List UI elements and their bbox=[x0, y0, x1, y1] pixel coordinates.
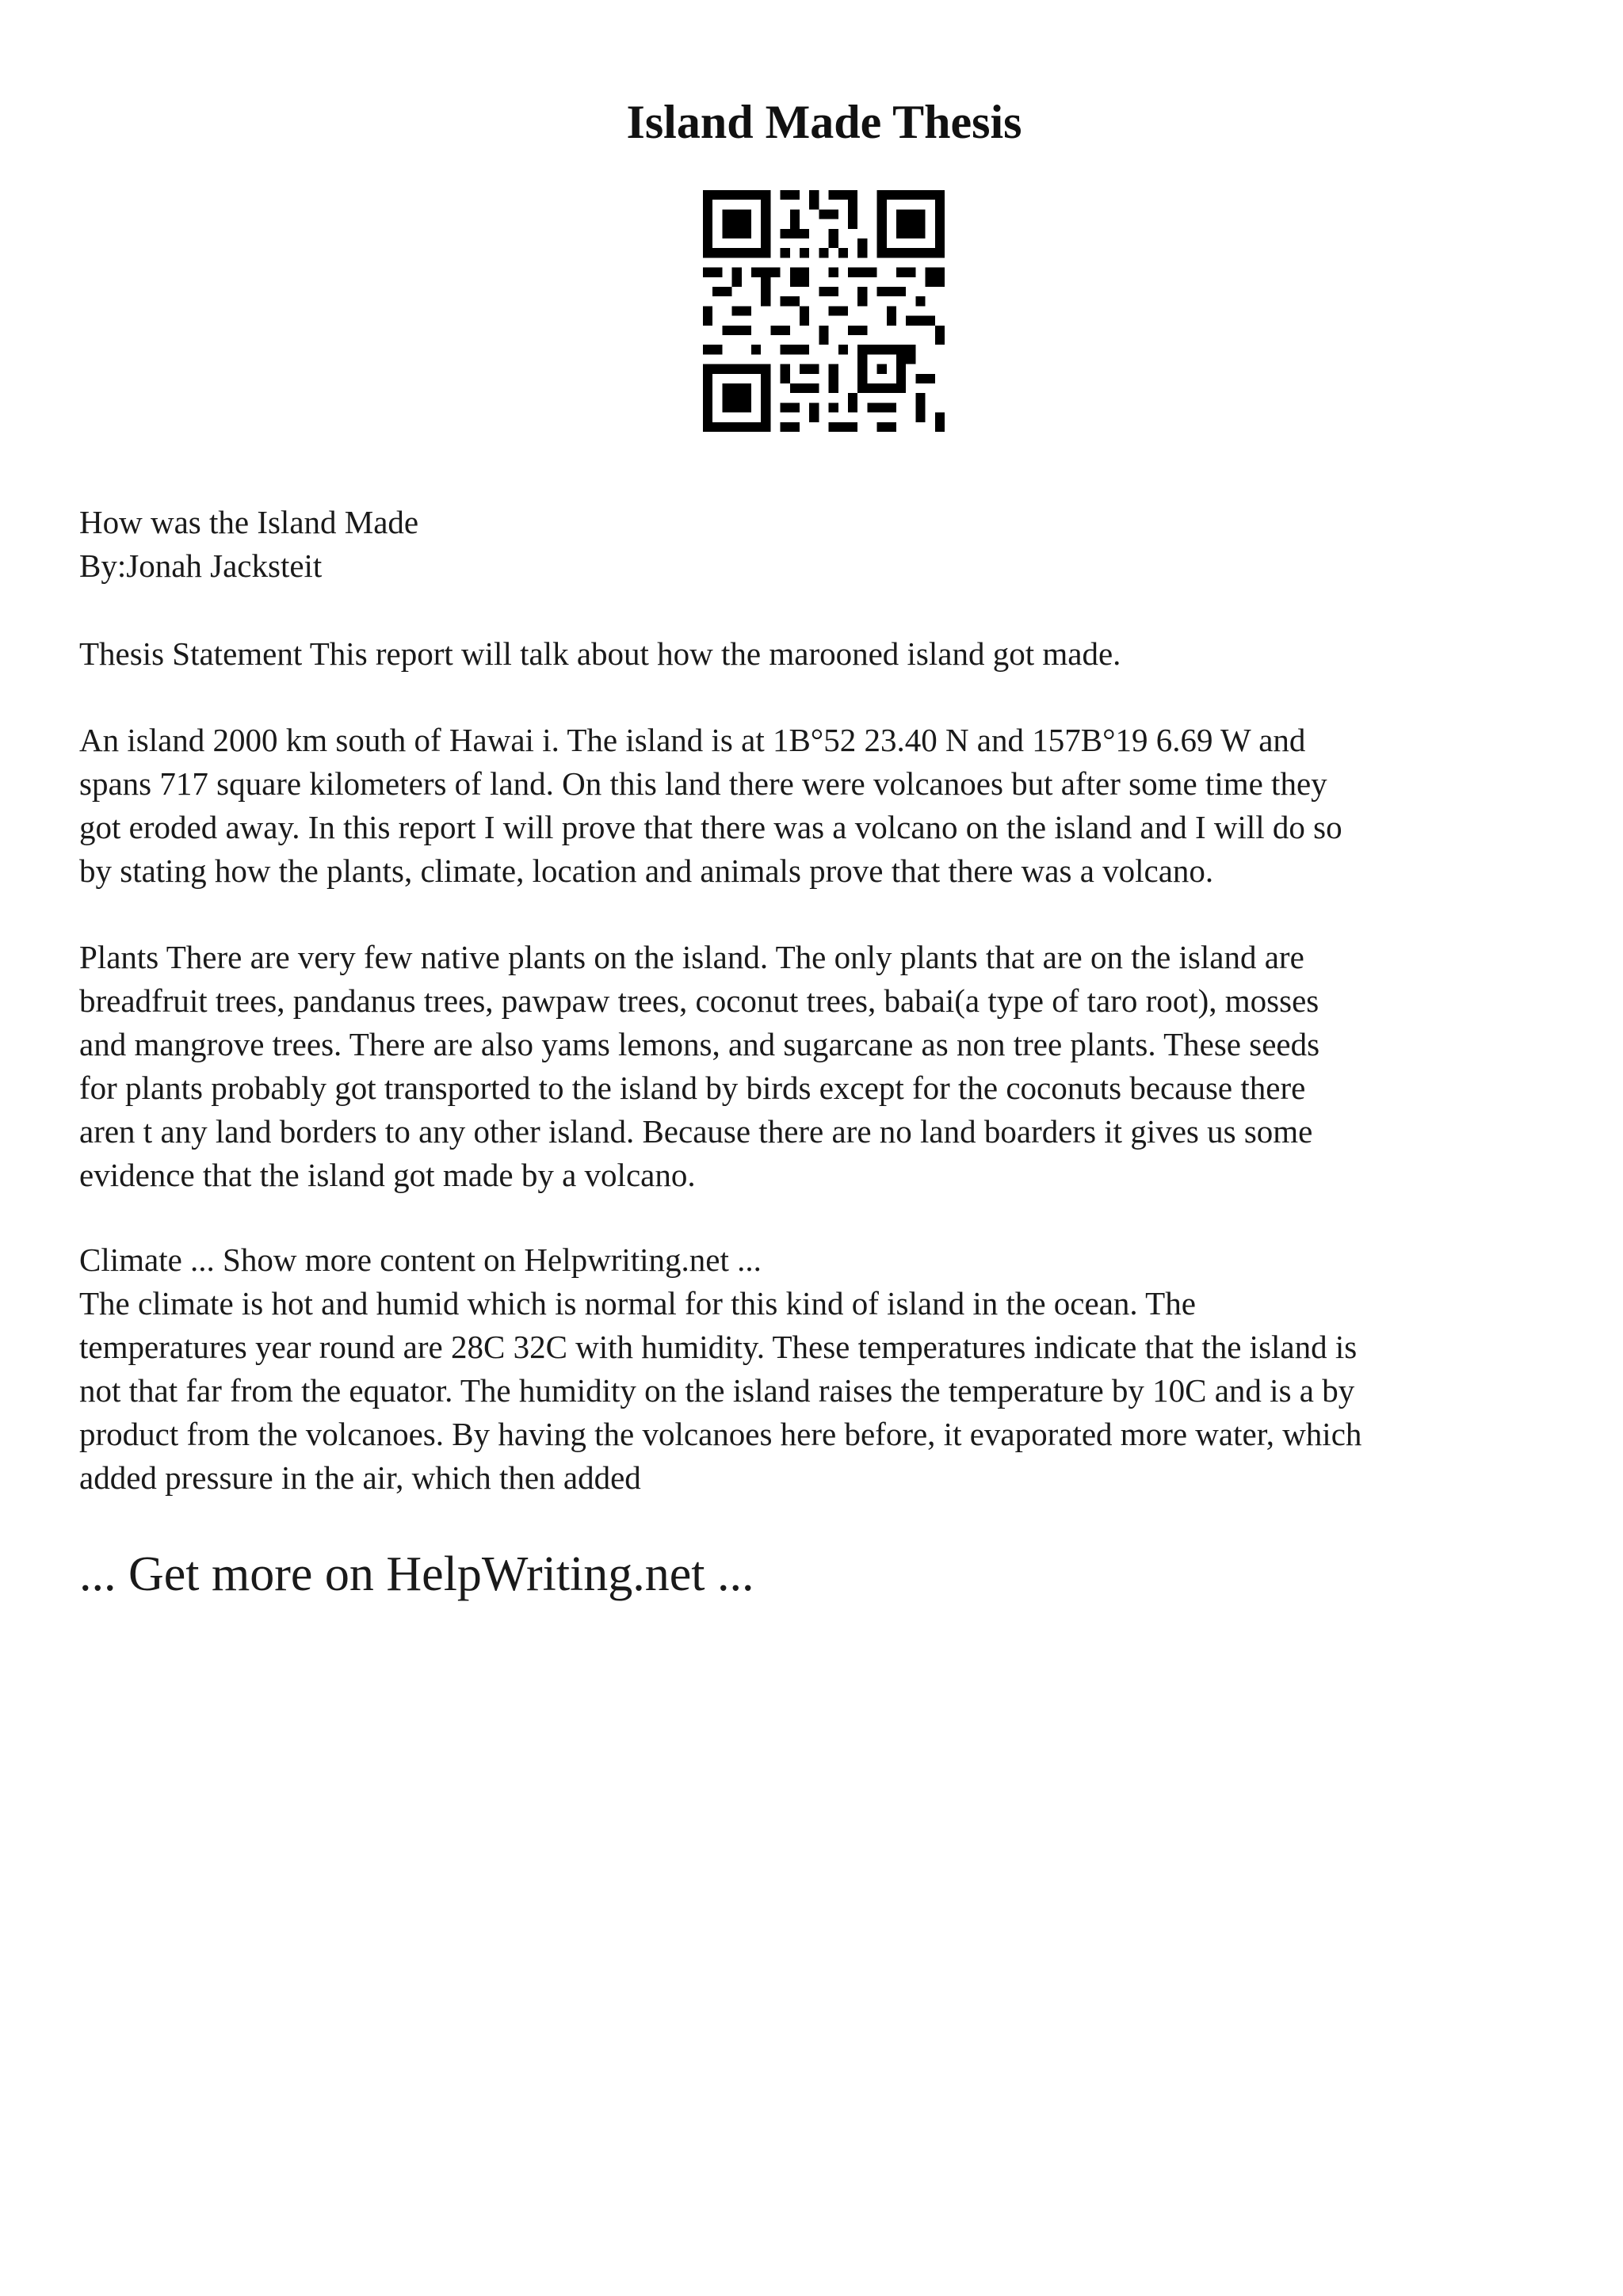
climate-line-5: product from the volcanoes. By having the volcanoes here before, it evaporated more water, which bbox=[79, 1416, 1362, 1452]
climate-line-4: not that far from the equator. The humidity on the island raises the temperature by 10C and is a by bbox=[79, 1372, 1355, 1409]
climate-paragraph bbox=[79, 1238, 1553, 1500]
qr-code-icon bbox=[703, 190, 945, 432]
thesis-line: Thesis Statement This report will talk about how the marooned island got made. bbox=[79, 635, 1121, 672]
plants-line-1: Plants There are very few native plants on the island. The only plants that are on the island are bbox=[79, 939, 1304, 975]
climate-line-2: The climate is hot and humid which is normal for this kind of island in the ocean. The bbox=[79, 1285, 1196, 1322]
climate-line-1: Climate ... Show more content on Helpwriting.net ... bbox=[79, 1241, 762, 1278]
plants-line-3: and mangrove trees. There are also yams lemons, and sugarcane as non tree plants. These seeds bbox=[79, 1026, 1320, 1062]
get-more-link[interactable]: ... Get more on HelpWriting.net ... bbox=[79, 1547, 754, 1601]
intro-paragraph bbox=[79, 719, 1553, 893]
climate-line-3: temperatures year round are 28C 32C with humidity. These temperatures indicate that the island is bbox=[79, 1329, 1358, 1365]
byline-block bbox=[79, 501, 1553, 588]
document-title: Island Made Thesis bbox=[626, 96, 1022, 148]
intro-line-2: spans 717 square kilometers of land. On this land there were volcanoes but after some time they bbox=[79, 765, 1327, 802]
intro-line-3: got eroded away. In this report I will prove that there was a volcano on the island and I will do so bbox=[79, 809, 1342, 845]
plants-line-5: aren t any land borders to any other island. Because there are no land boarders it gives us some bbox=[79, 1113, 1313, 1150]
plants-line-2: breadfruit trees, pandanus trees, pawpaw trees, coconut trees, babai(a type of taro root), mosses bbox=[79, 982, 1319, 1019]
thesis-paragraph bbox=[79, 632, 1553, 676]
intro-line-4: by stating how the plants, climate, location and animals prove that there was a volcano. bbox=[79, 852, 1214, 889]
author-line: By:Jonah Jacksteit bbox=[79, 547, 323, 584]
plants-line-4: for plants probably got transported to the island by birds except for the coconuts because there bbox=[79, 1070, 1306, 1106]
report-heading: How was the Island Made bbox=[79, 504, 419, 540]
qr-code[interactable] bbox=[703, 190, 945, 432]
plants-paragraph bbox=[79, 936, 1553, 1197]
plants-line-6: evidence that the island got made by a volcano. bbox=[79, 1157, 696, 1193]
climate-line-6: added pressure in the air, which then added bbox=[79, 1459, 641, 1496]
intro-line-1: An island 2000 km south of Hawai i. The island is at 1B°52 23.40 N and 157B°19 6.69 W and bbox=[79, 722, 1306, 758]
